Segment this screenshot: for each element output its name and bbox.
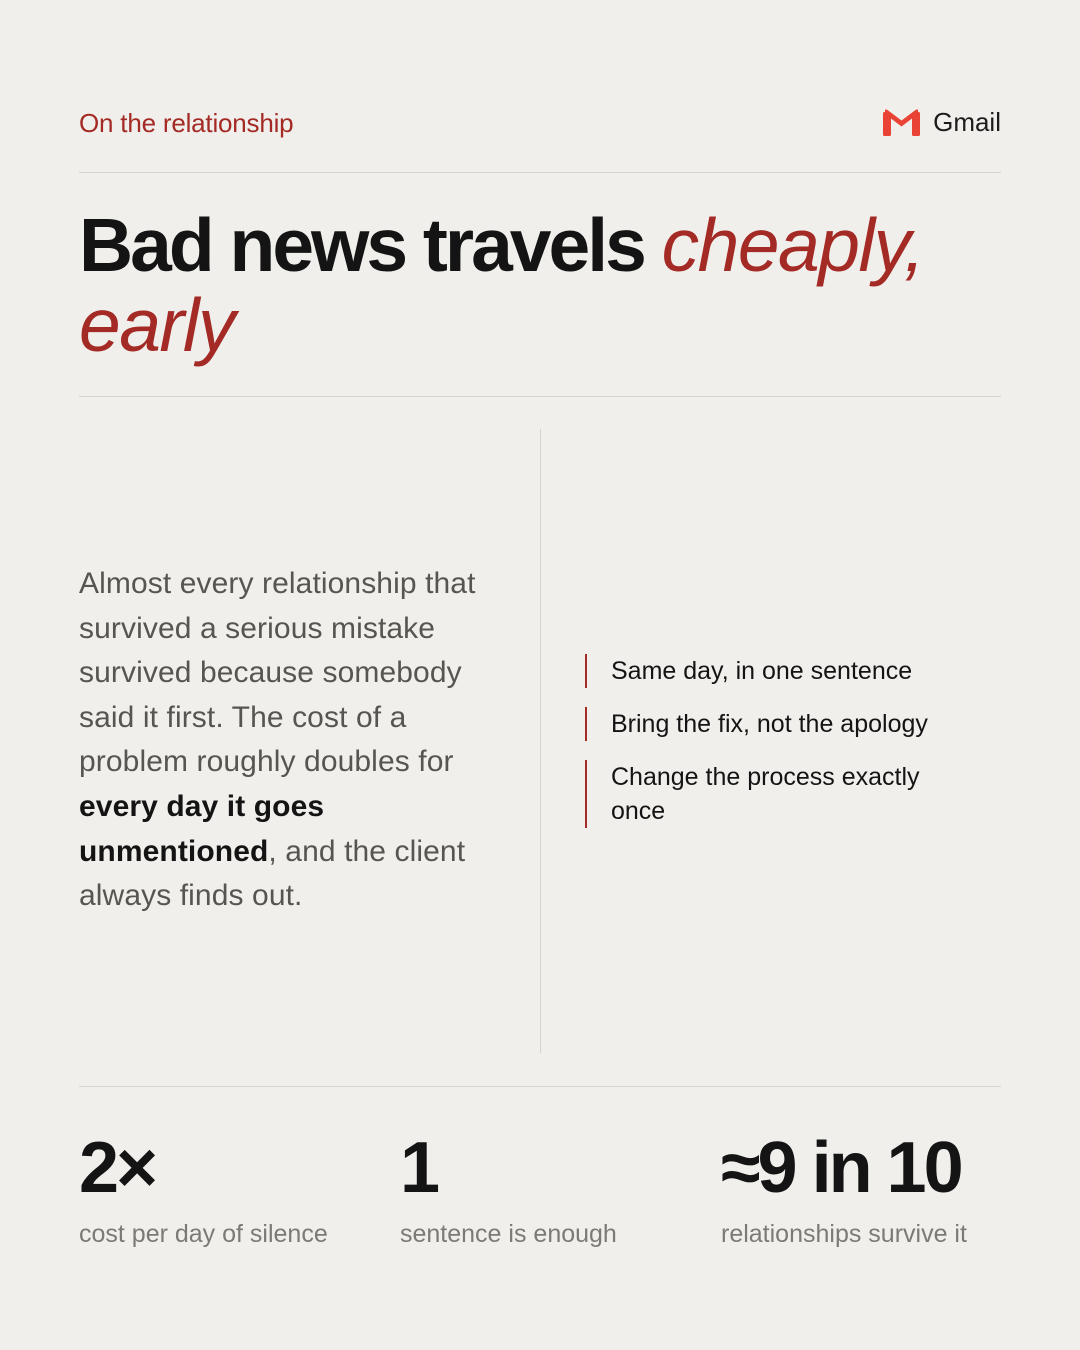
body-paragraph xyxy=(79,562,499,919)
stat-value: ≈9 in 10 xyxy=(721,1128,961,1208)
body-text-after: , and the client always finds out. xyxy=(79,834,466,913)
stat-label: cost per day of silence xyxy=(79,1220,328,1248)
stat-value: 2× xyxy=(79,1128,156,1208)
body-emphasis: every day it goes unmentioned xyxy=(79,789,325,868)
headline-plain: Bad news travels xyxy=(79,203,662,287)
stat-label: sentence is enough xyxy=(400,1220,617,1248)
brand-lockup xyxy=(883,107,1001,138)
gmail-m-icon xyxy=(883,109,920,136)
brand-name: Gmail xyxy=(933,107,1001,137)
stat-value: 1 xyxy=(400,1128,438,1208)
stat-label: relationships survive it xyxy=(721,1220,967,1248)
stats-divider xyxy=(79,1086,1001,1087)
eyebrow-label: On the relationship xyxy=(79,108,294,138)
rule-item: Bring the fix, not the apology xyxy=(585,707,985,741)
rule-item: Same day, in one sentence xyxy=(585,654,985,688)
column-divider xyxy=(540,429,541,1053)
rule-item: Change the process exactly once xyxy=(585,760,951,828)
headline-emphasis: cheaply, early xyxy=(79,203,924,367)
stat-sentence xyxy=(400,1128,617,1250)
stat-cost xyxy=(79,1128,328,1250)
header-divider xyxy=(79,172,1001,173)
stat-survival xyxy=(721,1128,967,1250)
headline xyxy=(79,205,1009,365)
headline-divider xyxy=(79,396,1001,397)
rules-list xyxy=(585,654,985,847)
body-text-before: Almost every relationship that survived a serious mistake survived because somebody said it first. The cost of a problem roughly doubles for xyxy=(79,567,476,779)
